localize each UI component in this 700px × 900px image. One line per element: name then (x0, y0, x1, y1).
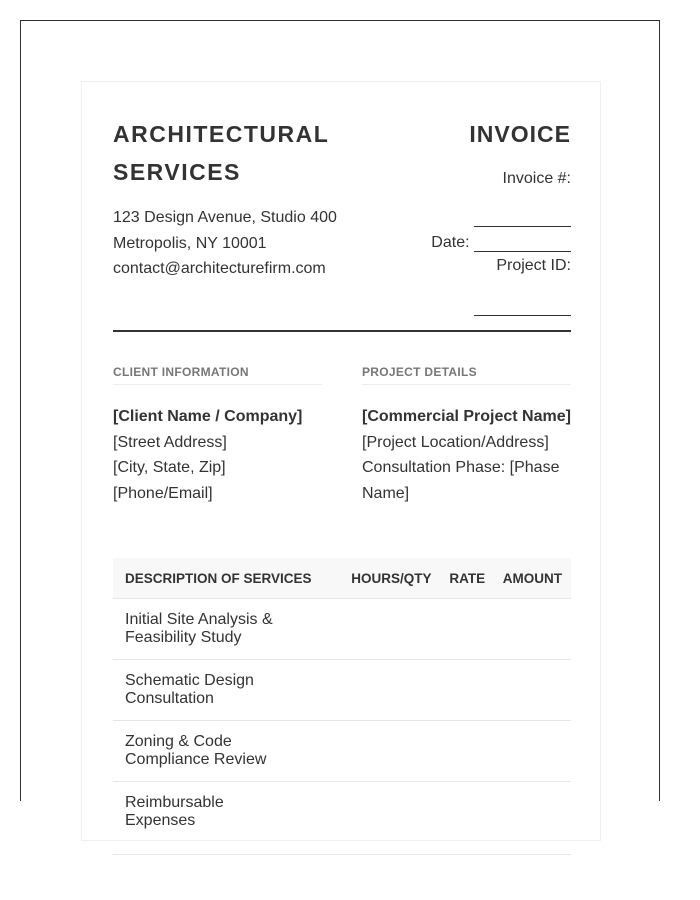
project-location: [Project Location/Address] (362, 433, 549, 451)
firm-email: contact@architecturefirm.com (113, 260, 326, 277)
services-table (113, 558, 571, 855)
row-amount (494, 721, 571, 782)
table-row (113, 721, 571, 782)
invoice-number-label: Invoice #: (502, 170, 571, 187)
project-info (362, 404, 571, 506)
project-id-blank[interactable] (474, 314, 571, 316)
services-header-row (113, 558, 571, 599)
row-description: Initial Site Analysis & Feasibility Study (113, 599, 342, 660)
invoice-meta (371, 167, 571, 316)
row-amount (494, 782, 571, 855)
column-header-amount: AMOUNT (494, 558, 571, 599)
row-rate (441, 721, 494, 782)
invoice-sheet (81, 81, 601, 841)
project-id-row (371, 254, 571, 316)
client-contact: [Phone/Email] (113, 484, 213, 502)
column-header-rate: RATE (441, 558, 494, 599)
row-description: Schematic Design Consultation (113, 660, 342, 721)
firm-address-line1: 123 Design Avenue, Studio 400 (113, 209, 337, 226)
row-rate (441, 599, 494, 660)
client-city: [City, State, Zip] (113, 459, 226, 476)
column-header-description: DESCRIPTION OF SERVICES (113, 558, 342, 599)
client-name: [Client Name / Company] (113, 408, 303, 425)
table-row (113, 782, 571, 855)
row-rate (441, 660, 494, 721)
firm-address (113, 205, 337, 282)
project-details (362, 365, 571, 506)
column-header-hours: HOURS/QTY (342, 558, 441, 599)
row-hours (342, 782, 441, 855)
row-description: Zoning & Code Compliance Review (113, 721, 342, 782)
firm-name: ARCHITECTURAL SERVICES (113, 121, 329, 185)
project-name: [Commercial Project Name] (362, 408, 571, 425)
table-row (113, 660, 571, 721)
invoice-number-row (371, 167, 571, 227)
header-divider (113, 330, 571, 332)
project-phase: Consultation Phase: [Phase Name] (362, 459, 560, 502)
client-street: [Street Address] (113, 433, 227, 451)
invoice-date-label: Date: (431, 234, 470, 251)
page-frame (20, 20, 660, 829)
row-hours (342, 599, 441, 660)
invoice-title: INVOICE (469, 121, 571, 147)
client-heading: CLIENT INFORMATION (113, 365, 322, 385)
row-hours (342, 721, 441, 782)
table-row (113, 599, 571, 660)
firm-address-line2: Metropolis, NY 10001 (113, 234, 267, 252)
invoice-date-blank[interactable] (474, 250, 571, 252)
row-description: Reimbursable Expenses (113, 782, 342, 855)
row-amount (494, 599, 571, 660)
client-information (113, 365, 322, 506)
project-id-label: Project ID: (496, 257, 571, 274)
project-heading: PROJECT DETAILS (362, 365, 571, 385)
row-hours (342, 660, 441, 721)
row-amount (494, 660, 571, 721)
client-details (113, 404, 322, 506)
row-rate (441, 782, 494, 855)
invoice-number-blank[interactable] (474, 225, 571, 227)
invoice-date-row (371, 234, 571, 252)
